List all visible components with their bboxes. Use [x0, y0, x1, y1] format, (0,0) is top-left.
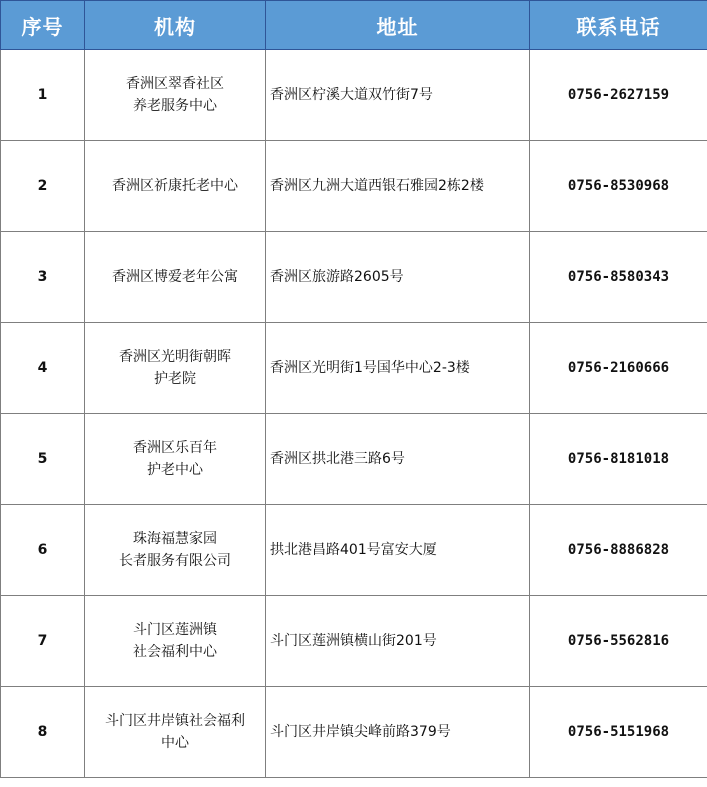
institution-name-line: 珠海福慧家园	[133, 531, 217, 547]
table-row	[1, 141, 707, 232]
header-org: 机构	[85, 1, 266, 50]
institution-name-line: 香洲区光明街朝晖	[119, 349, 231, 365]
institution-address: 斗门区井岸镇尖峰前路379号	[266, 687, 530, 778]
table-row	[1, 50, 707, 141]
institution-address: 拱北港昌路401号富安大厦	[266, 505, 530, 596]
row-index: 4	[1, 323, 85, 414]
contact-phone: 0756-2627159	[530, 50, 707, 141]
contact-phone: 0756-8530968	[530, 141, 707, 232]
institution-name-line: 长者服务有限公司	[119, 553, 231, 569]
institution-name-line: 护老中心	[147, 462, 203, 478]
institution-name-line: 斗门区莲洲镇	[133, 622, 217, 638]
table-row	[1, 596, 707, 687]
institution-address: 香洲区旅游路2605号	[266, 232, 530, 323]
row-index: 3	[1, 232, 85, 323]
institution-name-line: 养老服务中心	[133, 98, 217, 114]
contact-phone: 0756-5562816	[530, 596, 707, 687]
header-row	[1, 1, 707, 50]
row-index: 6	[1, 505, 85, 596]
row-index: 2	[1, 141, 85, 232]
contact-phone: 0756-2160666	[530, 323, 707, 414]
institution-name-line: 香洲区博爱老年公寓	[112, 269, 238, 285]
contact-phone: 0756-8886828	[530, 505, 707, 596]
institution-name-line: 斗门区井岸镇社会福利	[105, 713, 245, 729]
row-index: 8	[1, 687, 85, 778]
table-row	[1, 323, 707, 414]
table-row	[1, 687, 707, 778]
institution-name-line: 社会福利中心	[133, 644, 217, 660]
institution-address: 斗门区莲洲镇横山街201号	[266, 596, 530, 687]
institution-name	[85, 323, 266, 414]
table-body	[1, 50, 707, 778]
table-row	[1, 414, 707, 505]
header-index: 序号	[1, 1, 85, 50]
table-row	[1, 232, 707, 323]
institution-name-line: 香洲区乐百年	[133, 440, 217, 456]
institution-address: 香洲区九洲大道西银石雅园2栋2楼	[266, 141, 530, 232]
institution-name	[85, 687, 266, 778]
institution-address: 香洲区拱北港三路6号	[266, 414, 530, 505]
contact-phone: 0756-8580343	[530, 232, 707, 323]
contact-phone: 0756-8181018	[530, 414, 707, 505]
institution-name	[85, 596, 266, 687]
institution-name-line: 香洲区祈康托老中心	[112, 178, 238, 194]
table-row	[1, 505, 707, 596]
header-address: 地址	[266, 1, 530, 50]
row-index: 1	[1, 50, 85, 141]
institution-address: 香洲区光明街1号国华中心2-3楼	[266, 323, 530, 414]
institution-address: 香洲区柠溪大道双竹街7号	[266, 50, 530, 141]
institution-name	[85, 505, 266, 596]
institution-name-line: 中心	[161, 735, 189, 751]
row-index: 7	[1, 596, 85, 687]
institution-name	[85, 232, 266, 323]
institution-name	[85, 414, 266, 505]
institution-name	[85, 141, 266, 232]
header-phone: 联系电话	[530, 1, 707, 50]
contact-phone: 0756-5151968	[530, 687, 707, 778]
table-header	[1, 1, 707, 50]
institution-name-line: 香洲区翠香社区	[126, 76, 224, 92]
institution-name-line: 护老院	[154, 371, 196, 387]
institution-name	[85, 50, 266, 141]
row-index: 5	[1, 414, 85, 505]
